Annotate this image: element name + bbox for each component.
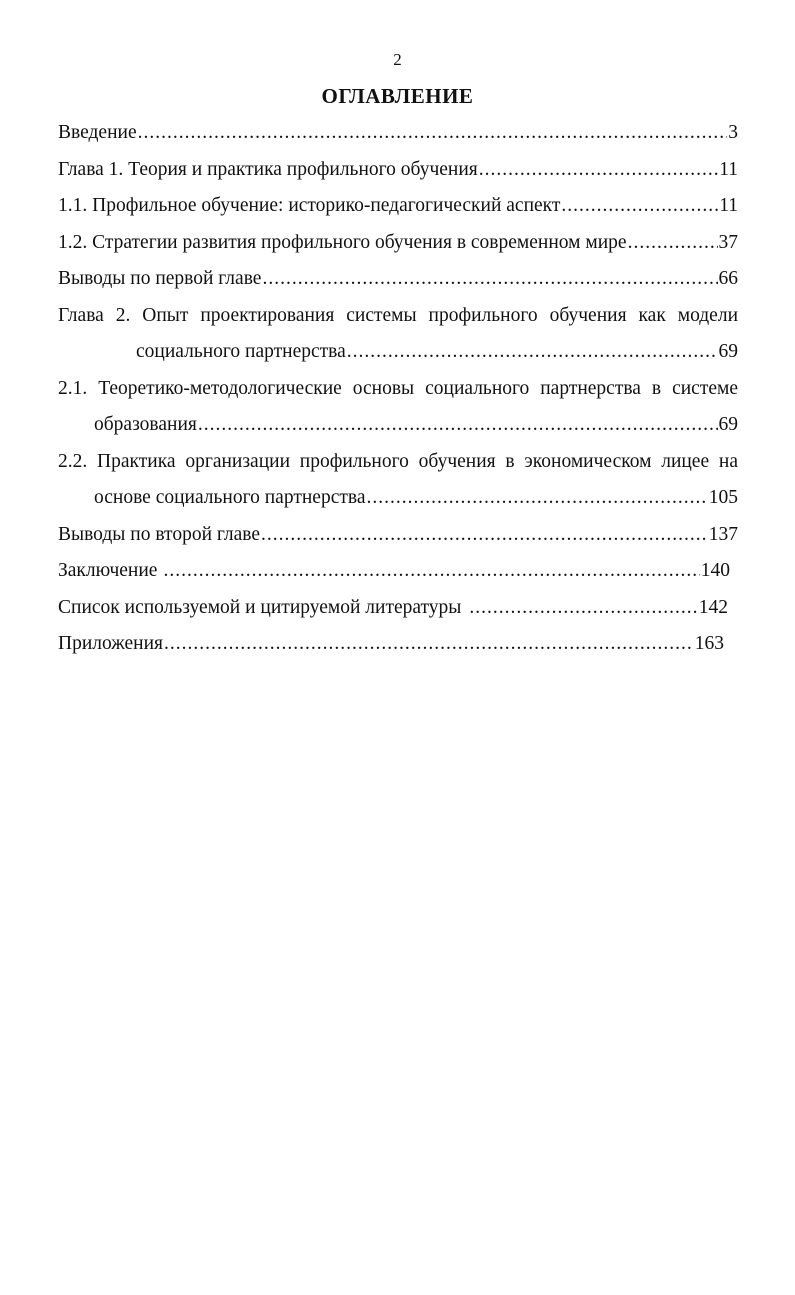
toc-entry-page: 137: [708, 523, 738, 545]
dot-leader: [163, 553, 699, 590]
toc-entry-section-2-2[interactable]: [58, 444, 738, 517]
dot-leader: [628, 225, 718, 262]
toc-entry-conclusion[interactable]: [58, 553, 738, 590]
toc-entry-conclusions-chapter-2[interactable]: [58, 517, 738, 554]
toc-entry-page: 69: [718, 414, 738, 435]
dot-leader: [261, 517, 708, 554]
toc-entry-label: Выводы по второй главе: [58, 523, 261, 545]
dot-leader: [469, 590, 697, 627]
toc-entry-section-1-2[interactable]: [58, 225, 738, 262]
dot-leader: [561, 188, 718, 225]
page-number: 2: [393, 50, 402, 69]
toc-entry-page: 11: [719, 195, 738, 216]
toc-entry-label: Заключение: [58, 560, 158, 581]
toc-entry-page: 11: [719, 158, 738, 180]
toc-entry-label-line1: 2.2. Практика организации профильного обучения в экономическом лицее на: [58, 450, 738, 472]
toc-entry-label: Глава 1. Теория и практика профильного обучения: [58, 158, 478, 180]
toc-entry-label-line2: образования: [94, 414, 197, 435]
toc-entry-label-line2: социального партнерства: [136, 341, 346, 362]
dot-leader: [479, 152, 718, 189]
dot-leader: [366, 480, 707, 517]
toc-entry-page: 66: [718, 268, 738, 289]
toc-entry-label: Список используемой и цитируемой литературы: [58, 596, 462, 618]
toc-entry-conclusions-chapter-1[interactable]: [58, 261, 738, 298]
toc-entry-bibliography[interactable]: [58, 590, 738, 627]
toc-entry-label-line1: Глава 2. Опыт проектирования системы профильного обучения как модели: [58, 304, 738, 326]
toc-entry-label: Приложения: [58, 633, 163, 654]
toc-entry-label-line1: 2.1. Теоретико-методологические основы социального партнерства в системе: [58, 377, 738, 399]
toc-entry-chapter-1[interactable]: [58, 152, 738, 189]
toc-entry-appendices[interactable]: [58, 626, 738, 663]
toc-entry-page: 105: [708, 487, 738, 508]
toc-entry-page: 3: [728, 122, 738, 143]
dot-leader: [262, 261, 717, 298]
dot-leader: [164, 626, 694, 663]
toc-entry-chapter-2[interactable]: [58, 298, 738, 371]
toc-entry-label-line2: основе социального партнерства: [94, 487, 366, 508]
toc-entry-label: 1.2. Стратегии развития профильного обучения в современном мире: [58, 231, 627, 253]
table-of-contents: [58, 115, 738, 663]
dot-leader: [347, 334, 718, 371]
toc-entry-page: 140: [700, 560, 730, 581]
toc-entry-page: 163: [694, 633, 724, 654]
toc-entry-introduction[interactable]: [58, 115, 738, 152]
toc-entry-label: Введение: [58, 122, 137, 143]
toc-title: ОГЛАВЛЕНИЕ: [321, 84, 474, 108]
toc-entry-label: 1.1. Профильное обучение: историко-педагогический аспект: [58, 195, 561, 216]
toc-entry-section-2-1[interactable]: [58, 371, 738, 444]
toc-entry-page: 69: [718, 341, 738, 362]
dot-leader: [138, 115, 728, 152]
toc-entry-label: Выводы по первой главе: [58, 268, 262, 289]
toc-entry-page: 142: [698, 596, 728, 618]
toc-entry-section-1-1[interactable]: [58, 188, 738, 225]
dot-leader: [198, 407, 718, 444]
toc-entry-page: 37: [718, 231, 738, 253]
